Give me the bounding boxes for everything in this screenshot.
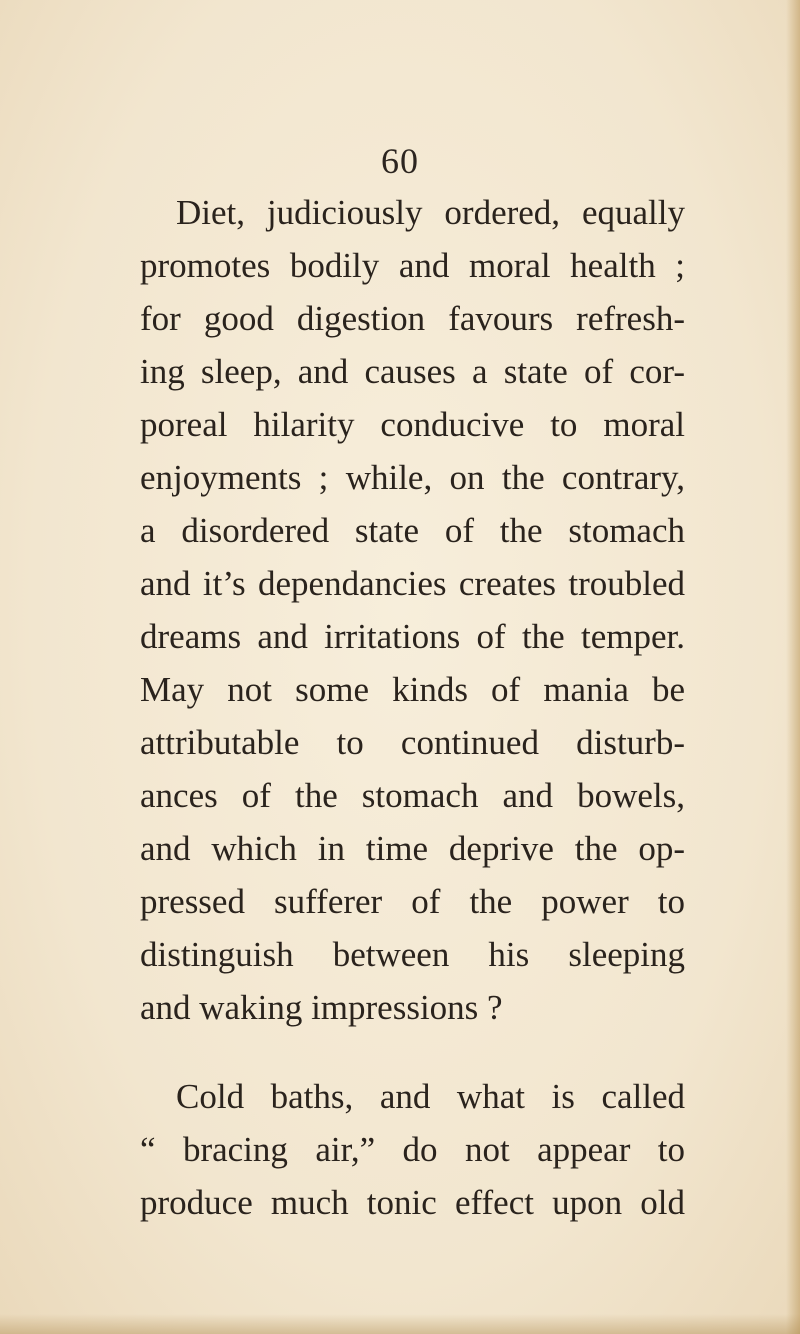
body-text [140,186,685,1229]
text-line: pressed sufferer of the power to [140,882,685,921]
text-line: a disordered state of the stomach [140,511,685,550]
text-line: produce much tonic effect upon old [140,1183,685,1222]
text-line: poreal hilarity conducive to moral [140,405,685,444]
text-line: distinguish between his sleeping [140,935,685,974]
paragraph-gap [140,1034,685,1070]
page-number: 60 [381,141,419,181]
page-edge-shadow [786,0,800,1334]
text-line: May not some kinds of mania be [140,670,685,709]
text-line: ances of the stomach and bowels, [140,776,685,815]
text-line: Cold baths, and what is called [176,1077,685,1116]
page-bottom-shadow [0,1314,800,1334]
text-line: and which in time deprive the op- [140,829,685,868]
text-line: enjoyments ; while, on the contrary, [140,458,685,497]
text-line: “ bracing air,” do not appear to [140,1130,685,1169]
paragraph-1 [140,186,685,1034]
text-line: attributable to continued disturb- [140,723,685,762]
text-line: and waking impressions ? [140,988,503,1027]
text-line: for good digestion favours refresh- [140,299,685,338]
text-line: Diet, judiciously ordered, equally [176,193,685,232]
text-line: and it’s dependancies creates troubled [140,564,685,603]
text-line: ing sleep, and causes a state of cor- [140,352,685,391]
text-line: dreams and irritations of the temper. [140,617,685,656]
text-line: promotes bodily and moral health ; [140,246,685,285]
paragraph-2 [140,1070,685,1229]
